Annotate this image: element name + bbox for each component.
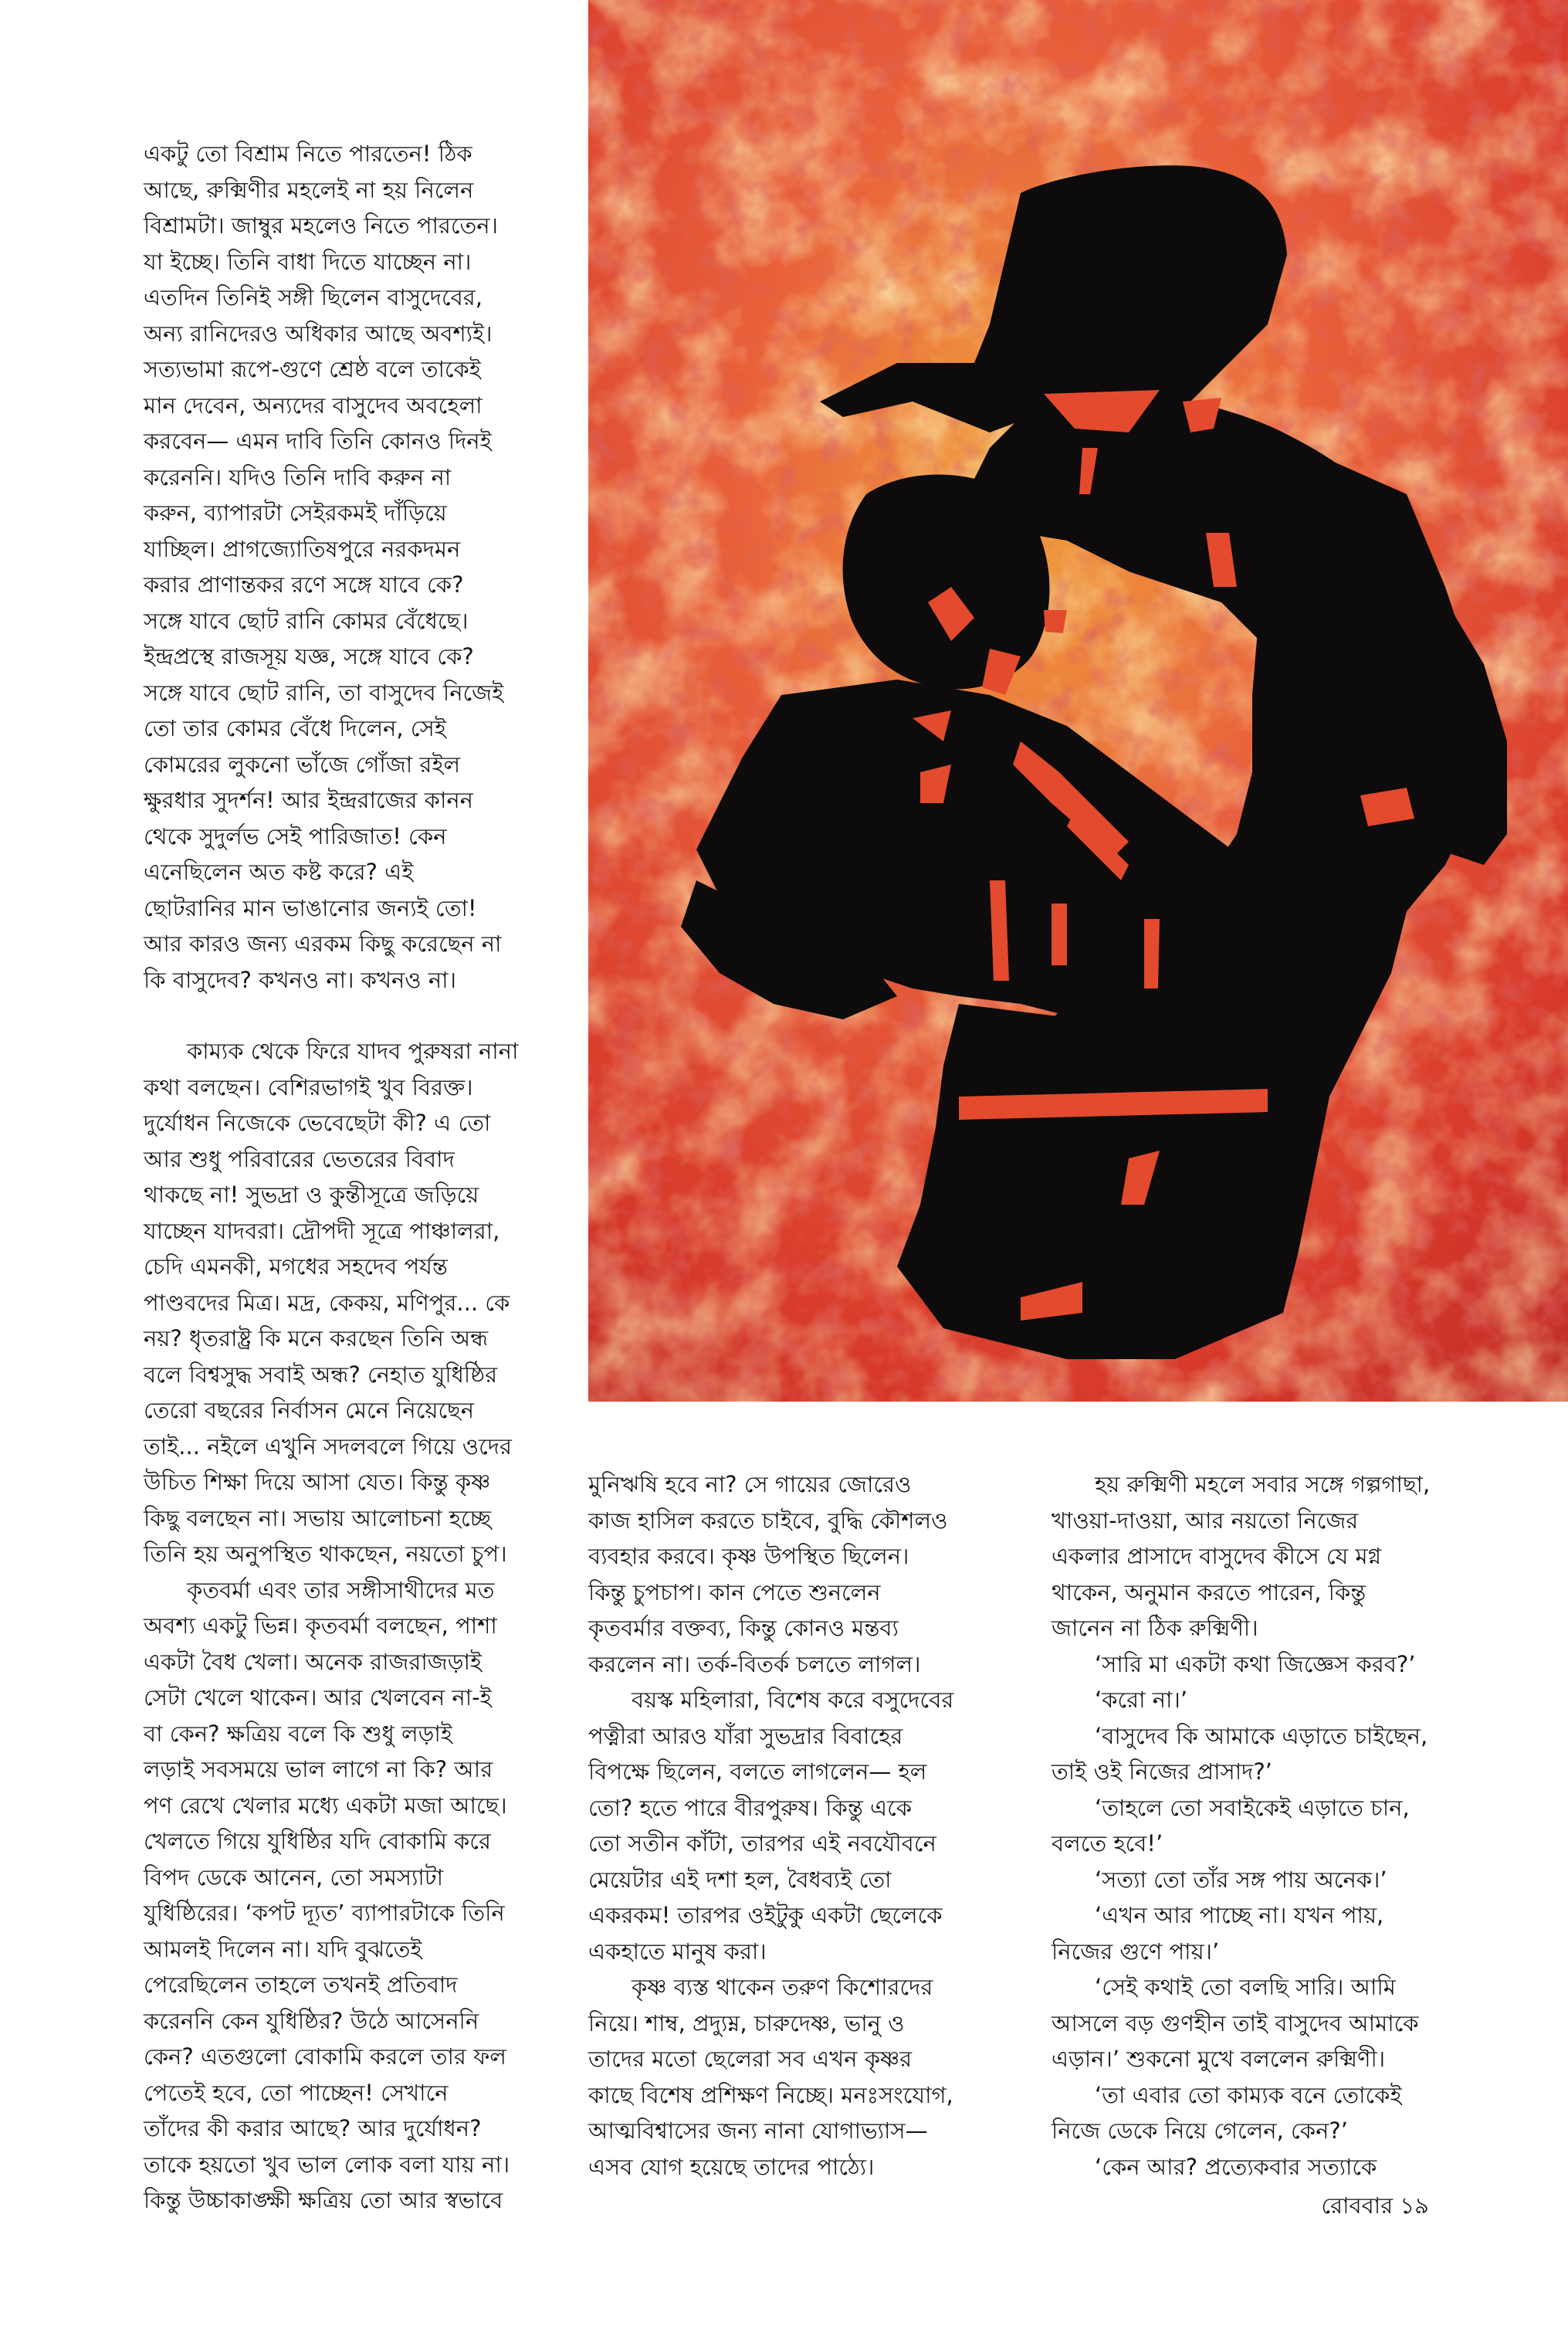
- text-line: দুর্যোধন নিজেকে ভেবেছেটা কী? এ তো: [144, 1110, 491, 1136]
- text-line: এড়ান।’ শুকনো মুখে বললেন রুক্মিণী।: [1052, 2046, 1386, 2072]
- text-line: বলে বিশ্বসুদ্ধ সবাই অন্ধ? নেহাত যুধিষ্ঠির: [144, 1361, 498, 1388]
- text-line: বলতে হবে!’: [1052, 1830, 1163, 1856]
- text-line: যাচ্ছিল। প্রাগজ্যোতিষপুরে নরকদমন: [144, 535, 461, 562]
- text-line: বিশ্রামটা। জাম্বুর মহলেও নিতে পারতেন।: [144, 212, 498, 239]
- text-line: করুন, ব্যাপারটা সেইরকমই দাঁড়িয়ে: [144, 500, 447, 526]
- text-line: ‘কেন আর? প্রত্যেকবার সত্যাকে: [1095, 2153, 1377, 2180]
- text-line: করেননি কেন যুধিষ্ঠির? উঠে আসেননি: [144, 2007, 479, 2034]
- text-line: কাছে বিশেষ প্রশিক্ষণ নিচ্ছে। মনঃসংযোগ,: [588, 2081, 953, 2108]
- text-line: থেকে সুদুর্লভ সেই পারিজাত! কেন: [144, 822, 447, 849]
- text-line: খাওয়া-দাওয়া, আর নয়তো নিজের: [1052, 1507, 1359, 1534]
- text-line: কথা বলছেন। বেশিরভাগই খুব বিরক্ত।: [144, 1073, 473, 1100]
- text-line: ‘এখন আর পাচ্ছে না। যখন পায়,: [1095, 1902, 1384, 1928]
- text-line: যা ইচ্ছে। তিনি বাধা দিতে যাচ্ছেন না।: [144, 248, 472, 275]
- text-line: নয়? ধৃতরাষ্ট্র কি মনে করছেন তিনি অন্ধ: [144, 1325, 489, 1351]
- text-line: একরকম! তারপর ওইটুকু একটা ছেলেকে: [588, 1902, 943, 1928]
- text-line: একটা বৈধ খেলা। অনেক রাজরাজড়াই: [144, 1648, 482, 1675]
- text-line: মান দেবেন, অন্যদের বাসুদেব অবহেলা: [144, 392, 483, 419]
- text-line: কিন্তু উচ্চাকাঙ্ক্ষী ক্ষত্রিয় তো আর স্বভাবে: [144, 2187, 503, 2213]
- text-line: করেননি। যদিও তিনি দাবি করুন না: [144, 463, 452, 490]
- text-line: তাই ওই নিজের প্রাসাদ?’: [1052, 1758, 1272, 1785]
- text-line: এনেছিলেন অত কষ্ট করে? এই: [144, 859, 414, 885]
- text-line: নিয়ে। শাম্ব, প্রদ্যুম্ন, চারুদেষ্ণ, ভানু ও: [588, 2009, 905, 2036]
- text-line: তেরো বছরের নির্বাসন মেনে নিয়েছেন: [144, 1397, 475, 1423]
- text-line: কি বাসুদেব? কখনও না। কখনও না।: [144, 966, 456, 993]
- paragraph-gap: [144, 998, 545, 1033]
- article-column-3: [1052, 1466, 1484, 2185]
- text-line: কোমরের লুকনো ভাঁজে গোঁজা রইল: [144, 751, 461, 778]
- text-line: অবশ্য একটু ভিন্ন। কৃতবর্মা বলছেন, পাশা: [144, 1612, 497, 1639]
- text-line: তো? হতে পারে বীরপুরুষ। কিন্তু একে: [588, 1794, 913, 1821]
- text-line: ‘সেই কথাই তো বলছি সারি। আমি: [1095, 1974, 1396, 2000]
- text-line: আমলই দিলেন না। যদি বুঝতেই: [144, 1935, 422, 1962]
- text-line: তো সতীন কাঁটা, তারপর এই নবযৌবনে: [588, 1830, 936, 1856]
- text-line: তাদের মতো ছেলেরা সব এখন কৃষ্ণর: [588, 2046, 913, 2072]
- text-line: থাকছে না! সুভদ্রা ও কুন্তীসূত্রে জড়িয়ে: [144, 1182, 479, 1208]
- text-line: পত্নীরা আরও যাঁরা সুভদ্রার বিবাহের: [588, 1722, 903, 1749]
- text-line: আছে, রুক্মিণীর মহলেই না হয় নিলেন: [144, 176, 474, 203]
- text-line: কাজ হাসিল করতে চাইবে, বুদ্ধি কৌশলও: [588, 1507, 948, 1534]
- text-line: পাণ্ডবদের মিত্র। মদ্র, কেকয়, মণিপুর... কে: [144, 1289, 510, 1316]
- text-line: ক্ষুরধার সুদর্শন! আর ইন্দ্ররাজের কানন: [144, 787, 473, 813]
- text-line: কৃতবর্মা এবং তার সঙ্গীসাথীদের মত: [187, 1576, 495, 1603]
- text-line: মুনিঋষি হবে না? সে গায়ের জোরেও: [588, 1471, 912, 1497]
- text-line: বিপদ ডেকে আনেন, তো সমস্যাটা: [144, 1863, 443, 1890]
- text-line: আর শুধু পরিবারের ভেতরের বিবাদ: [144, 1145, 455, 1172]
- text-line: ইন্দ্রপ্রস্থে রাজসূয় যজ্ঞ, সঙ্গে যাবে কে?: [144, 643, 474, 670]
- text-line: অন্য রানিদেরও অধিকার আছে অবশ্যই।: [144, 320, 493, 347]
- text-line: ‘সত্যা তো তাঁর সঙ্গ পায় অনেক।’: [1095, 1866, 1387, 1893]
- text-line: যাচ্ছেন যাদবরা। দ্রৌপদী সূত্রে পাঞ্চালরা,: [144, 1217, 500, 1244]
- text-line: কৃষ্ণ ব্যস্ত থাকেন তরুণ কিশোরদের: [632, 1974, 933, 2000]
- text-line: জানেন না ঠিক রুক্মিণী।: [1052, 1615, 1258, 1641]
- text-line: ‘তা এবার তো কাম্যক বনে তোকেই: [1095, 2081, 1402, 2108]
- text-line: করলেন না। তর্ক-বিতর্ক চলতে লাগল।: [588, 1650, 921, 1677]
- text-line: ‘তাহলে তো সবাইকেই এড়াতে চান,: [1095, 1794, 1410, 1821]
- text-line: বিপক্ষে ছিলেন, বলতে লাগলেন— হল: [588, 1758, 927, 1785]
- text-line: আসলে বড় গুণহীন তাই বাসুদেব আমাকে: [1052, 2009, 1419, 2036]
- text-line: পেতেই হবে, তো পাচ্ছেন! সেখানে: [144, 2079, 449, 2106]
- text-line: পেরেছিলেন তাহলে তখনই প্রতিবাদ: [144, 1972, 458, 1998]
- text-line: একহাতে মানুষ করা।: [588, 1938, 767, 1965]
- text-line: যুধিষ্ঠিরের। ‘কপট দ্যূত’ ব্যাপারটাকে তিনি: [144, 1900, 505, 1926]
- text-line: করার প্রাণান্তকর রণে সঙ্গে যাবে কে?: [144, 571, 464, 598]
- text-line: ছোটরানির মান ভাঙানোর জন্যই তো!: [144, 894, 477, 921]
- text-line: করবেন— এমন দাবি তিনি কোনও দিনই: [144, 428, 492, 454]
- text-line: একলার প্রাসাদে বাসুদেব কীসে যে মগ্ন: [1052, 1543, 1382, 1569]
- text-line: নিজে ডেকে নিয়ে গেলেন, কেন?’: [1052, 2117, 1349, 2144]
- silhouette-painting-image: [588, 0, 1568, 1402]
- text-line: বয়স্ক মহিলারা, বিশেষ করে বসুদেবের: [632, 1687, 954, 1713]
- text-line: খেলতে গিয়ে যুধিষ্ঠির যদি বোকামি করে: [144, 1828, 491, 1854]
- text-line: সেটা খেলে থাকেন। আর খেলবেন না-ই: [144, 1684, 492, 1711]
- article-column-1: [144, 136, 545, 2219]
- text-line: মেয়েটার এই দশা হল, বৈধব্যই তো: [588, 1866, 892, 1893]
- text-line: এতদিন তিনিই সঙ্গী ছিলেন বাসুদেবের,: [144, 284, 483, 310]
- text-line: তো তার কোমর বেঁধে দিলেন, সেই: [144, 715, 446, 741]
- text-line: বা কেন? ক্ষত্রিয় বলে কি শুধু লড়াই: [144, 1720, 452, 1747]
- text-line: তিনি হয় অনুপস্থিত থাকছেন, নয়তো চুপ।: [144, 1541, 507, 1567]
- text-line: কিছু বলছেন না। সভায় আলোচনা হচ্ছে: [144, 1504, 492, 1531]
- text-line: আর কারও জন্য এরকম কিছু করেছেন না: [144, 931, 502, 957]
- text-line: থাকেন, অনুমান করতে পারেন, কিন্তু: [1052, 1578, 1366, 1605]
- text-line: ব্যবহার করবে। কৃষ্ণ উপস্থিত ছিলেন।: [588, 1543, 909, 1569]
- text-line: সঙ্গে যাবে ছোট রানি কোমর বেঁধেছে।: [144, 607, 469, 634]
- text-line: কাম্যক থেকে ফিরে যাদব পুরুষরা নানা: [187, 1038, 519, 1064]
- text-line: সঙ্গে যাবে ছোট রানি, তা বাসুদেব নিজেই: [144, 679, 504, 706]
- text-line: চেদি এমনকী, মগধের সহদেব পর্যন্ত: [144, 1253, 448, 1280]
- text-line: ‘করো না।’: [1095, 1687, 1188, 1713]
- text-line: কিন্তু চুপচাপ। কান পেতে শুনলেন: [588, 1578, 881, 1605]
- text-line: কৃতবর্মার বক্তব্য, কিন্তু কোনও মন্তব্য: [588, 1615, 899, 1641]
- text-line: একটু তো বিশ্রাম নিতে পারতেন! ঠিক: [144, 141, 472, 167]
- text-line: এসব যোগ হয়েছে তাদের পাঠ্যে।: [588, 2153, 875, 2180]
- text-line: হয় রুক্মিণী মহলে সবার সঙ্গে গল্পগাছা,: [1095, 1471, 1431, 1497]
- text-line: তাই... নইলে এখুনি সদলবলে গিয়ে ওদের: [144, 1433, 512, 1460]
- text-line: নিজের গুণে পায়।’: [1052, 1938, 1220, 1965]
- text-line: উচিত শিক্ষা দিয়ে আসা যেত। কিন্তু কৃষ্ণ: [144, 1469, 491, 1495]
- text-line: ‘সারি মা একটা কথা জিজ্ঞেস করব?’: [1095, 1650, 1416, 1677]
- page-footer-label: রোববার ১৯: [1321, 2192, 1429, 2219]
- text-line: আত্মবিশ্বাসের জন্য নানা যোগাভ্যাস—: [588, 2117, 928, 2144]
- article-column-2: [588, 1466, 990, 2185]
- text-line: সত্যভামা রূপে-গুণে শ্রেষ্ঠ বলে তাকেই: [144, 356, 481, 382]
- illustration: [588, 0, 1568, 1402]
- text-line: লড়াই সবসময়ে ভাল লাগে না কি? আর: [144, 1756, 493, 1782]
- text-line: পণ রেখে খেলার মধ্যে একটা মজা আছে।: [144, 1792, 507, 1819]
- text-line: ‘বাসুদেব কি আমাকে এড়াতে চাইছেন,: [1095, 1722, 1428, 1749]
- text-line: কেন? এতগুলো বোকামি করলে তার ফল: [144, 2043, 506, 2070]
- text-line: তাঁদের কী করার আছে? আর দুর্যোধন?: [144, 2115, 482, 2141]
- text-line: তাকে হয়তো খুব ভাল লোক বলা যায় না।: [144, 2151, 510, 2178]
